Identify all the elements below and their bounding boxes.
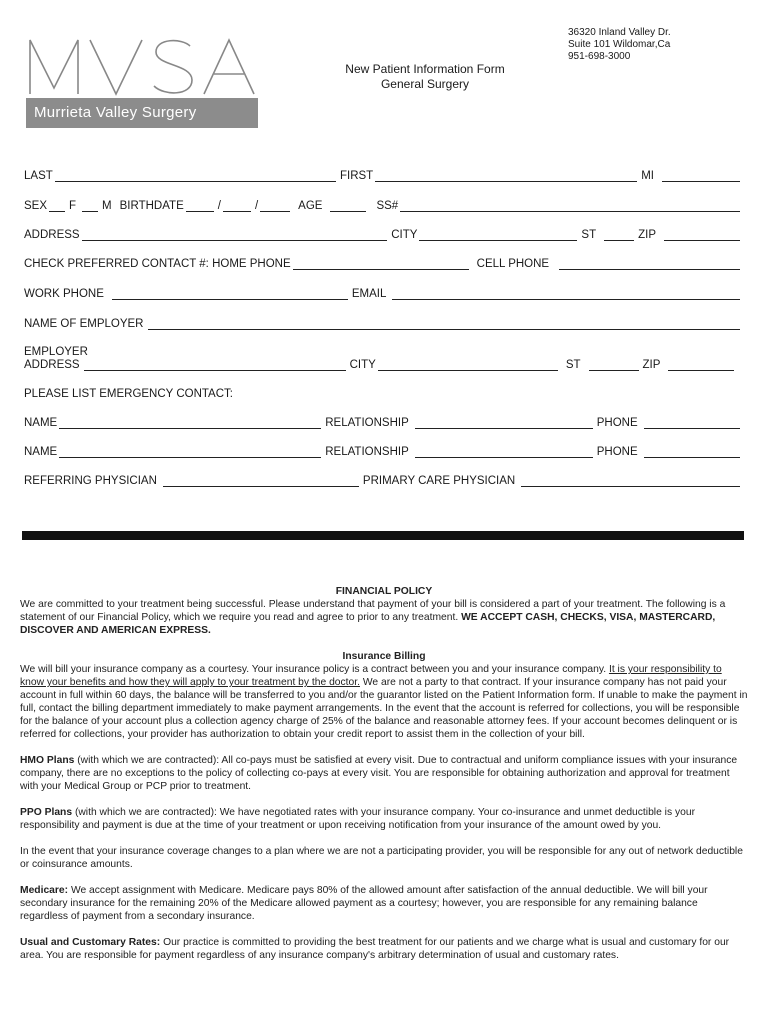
state-label: ST xyxy=(581,229,597,241)
usual-customary-rates xyxy=(20,936,748,962)
relationship-field-2[interactable] xyxy=(415,446,593,458)
physician-row xyxy=(24,473,744,489)
employer-state-field[interactable] xyxy=(589,359,639,371)
last-name-label: LAST xyxy=(24,170,53,182)
work-row xyxy=(24,286,744,302)
medicare-label: Medicare: xyxy=(20,885,69,896)
middle-initial-field[interactable] xyxy=(662,170,740,182)
form-title-line-2: General Surgery xyxy=(380,77,470,91)
employer-name-field[interactable] xyxy=(148,318,741,330)
usual-rates-label: Usual and Customary Rates: xyxy=(20,937,161,948)
section-divider xyxy=(22,531,744,540)
cell-phone-field[interactable] xyxy=(559,258,740,270)
insurance-billing-title: Insurance Billing xyxy=(342,651,426,662)
hmo-plans-label: HMO Plans xyxy=(20,755,75,766)
emergency-phone-field-2[interactable] xyxy=(644,446,740,458)
birth-year-field[interactable] xyxy=(260,200,290,212)
medicare xyxy=(20,884,748,923)
first-name-label: FIRST xyxy=(339,170,374,182)
first-name-field[interactable] xyxy=(375,170,637,182)
employer-name-row xyxy=(24,316,744,332)
age-field[interactable] xyxy=(330,200,366,212)
sex-male-field[interactable] xyxy=(82,200,98,212)
date-slash-1: / xyxy=(217,200,221,212)
billing-responsibility: It is your responsibility to know your benefits and how they will apply to your treatment by the doctor. xyxy=(20,664,722,688)
policy-intro xyxy=(20,598,748,637)
employer-state-label: ST xyxy=(565,359,581,371)
emergency-phone-label: PHONE xyxy=(596,417,638,429)
sex-f-label: F xyxy=(69,200,77,212)
employer-address-label: ADDRESS xyxy=(24,359,80,371)
demographics-row xyxy=(24,198,744,214)
ppo-plans-text: (with which we are contracted): We have negotiated rates with your insurance company. Your co-insurance and unmet deductible is your responsibility and payment is due at the time of your treatment or upon receiving notification from your insurance of the amount owed by you. xyxy=(20,807,695,831)
sex-m-label: M xyxy=(102,200,112,212)
employer-address-field[interactable] xyxy=(84,359,346,371)
sex-female-field[interactable] xyxy=(49,200,65,212)
emergency-contact-row-1 xyxy=(24,415,744,431)
employer-address-row xyxy=(24,357,744,373)
hmo-plans xyxy=(20,754,748,793)
emergency-name-label: NAME xyxy=(24,417,58,429)
coverage-change: In the event that your insurance coverage changes to a plan where we are not a participating provider, you will be responsible for any out of network deductible or coinsurance amounts. xyxy=(20,846,743,870)
work-phone-label: WORK PHONE xyxy=(24,288,104,300)
hmo-plans-text: (with which we are contracted): All co-pays must be satisfied at every visit. Due to contractual and uniform compliance issues with your insurance company, there are no exceptions to the policy of collecting co-pays at every visit. You are responsible for obtaining authorization and approval for treatment with your Medical Group or PCP prior to treatment. xyxy=(20,755,738,792)
emergency-phone-field-1[interactable] xyxy=(644,417,740,429)
relationship-label: RELATIONSHIP xyxy=(325,446,409,458)
email-field[interactable] xyxy=(392,288,740,300)
billing-text-b: We are not a party to that contract. If your insurance company has not paid your account in full within 60 days, the balance will be transferred to you and/or the guarantor listed on the Patient Information form. If unable to make the payment in full, contact the billing department immediately to make payment arrangements. In the event that the account is referred for collections, you will be responsible for the balance of your account plus a collection agency charge of 25% of the balance and reasonable attorney fees. If your account becomes delinquent or is referred for collections, your provider has authorization to obtain your credit report to assist them in the collection of your bill. xyxy=(20,677,748,740)
employer-name-label: NAME OF EMPLOYER xyxy=(24,318,144,330)
sex-label: SEX xyxy=(24,200,48,212)
form-title xyxy=(310,62,540,92)
address-row xyxy=(24,227,744,243)
relationship-field-1[interactable] xyxy=(415,417,593,429)
employer-label: EMPLOYER xyxy=(24,346,88,358)
primary-care-field[interactable] xyxy=(521,475,740,487)
practice-logo xyxy=(26,36,258,151)
contact-row xyxy=(24,256,744,272)
employer-zip-label: ZIP xyxy=(642,359,661,371)
address-line-1: 36320 Inland Valley Dr. xyxy=(568,27,671,38)
ppo-plans xyxy=(20,806,748,832)
emergency-name-field-2[interactable] xyxy=(59,446,321,458)
emergency-name-label: NAME xyxy=(24,446,58,458)
name-row xyxy=(24,168,744,184)
medicare-text: We accept assignment with Medicare. Medicare pays 80% of the allowed amount after satisfaction of the annual deductible. We will bill your secondary insurance for the remaining 20% of the Medicare allowed payment as a courtesy; however, you are responsible for any remaining balance regardless of payment from a secondary insurance. xyxy=(20,885,708,922)
home-phone-field[interactable] xyxy=(293,258,469,270)
ssn-label: SS# xyxy=(376,200,399,212)
address-line-2: Suite 101 Wildomar,Ca xyxy=(568,39,671,50)
form-title-line-1: New Patient Information Form xyxy=(345,62,505,76)
address-label: ADDRESS xyxy=(24,229,80,241)
policy-intro-text: We are committed to your treatment being successful. Please understand that payment of your bill is considered a part of your treatment. The following is a statement of our Financial Policy, which we require you read and agree to prior to any treatment. xyxy=(20,599,726,623)
zip-label: ZIP xyxy=(638,229,656,241)
state-field[interactable] xyxy=(604,229,634,241)
last-name-field[interactable] xyxy=(55,170,336,182)
city-label: CITY xyxy=(391,229,418,241)
cell-phone-label: CELL PHONE xyxy=(476,258,550,270)
emergency-contact-row-2 xyxy=(24,444,744,460)
emergency-phone-label: PHONE xyxy=(596,446,638,458)
financial-policy xyxy=(20,585,748,962)
practice-phone: 951-698-3000 xyxy=(568,51,631,62)
age-label: AGE xyxy=(298,200,323,212)
relationship-label: RELATIONSHIP xyxy=(325,417,409,429)
email-label: EMAIL xyxy=(351,288,387,300)
birth-month-field[interactable] xyxy=(186,200,214,212)
employer-zip-field[interactable] xyxy=(668,359,734,371)
zip-field[interactable] xyxy=(664,229,740,241)
address-field[interactable] xyxy=(82,229,388,241)
practice-address xyxy=(568,27,678,63)
work-phone-field[interactable] xyxy=(112,288,348,300)
ssn-field[interactable] xyxy=(400,200,740,212)
financial-policy-title: FINANCIAL POLICY xyxy=(335,586,433,597)
ppo-plans-label: PPO Plans xyxy=(20,807,73,818)
home-phone-label: CHECK PREFERRED CONTACT #: HOME PHONE xyxy=(24,258,291,270)
emergency-name-field-1[interactable] xyxy=(59,417,321,429)
billing-text-a: We will bill your insurance company as a courtesy. Your insurance policy is a contract between you and your insurance company. xyxy=(20,664,609,675)
emergency-contact-heading: PLEASE LIST EMERGENCY CONTACT: xyxy=(24,388,233,400)
accepted-payments: WE ACCEPT CASH, CHECKS, VISA, MASTERCARD, DISCOVER AND AMERICAN EXPRESS. xyxy=(20,612,716,636)
mvsa-logo-letters xyxy=(26,36,258,98)
employer-city-label: CITY xyxy=(349,359,376,371)
birth-day-field[interactable] xyxy=(223,200,251,212)
date-slash-2: / xyxy=(254,200,259,212)
referring-physician-label: REFERRING PHYSICIAN xyxy=(24,475,157,487)
primary-care-label: PRIMARY CARE PHYSICIAN xyxy=(362,475,516,487)
usual-rates-text: Our practice is committed to providing the best treatment for our patients and we charge what is usual and customary for our area. You are responsible for payment regardless of any insurance company's arbitrary determination of usual and customary rates. xyxy=(20,937,730,961)
city-field[interactable] xyxy=(419,229,577,241)
employer-city-field[interactable] xyxy=(378,359,558,371)
practice-name-banner: Murrieta Valley Surgery Associates xyxy=(26,98,258,128)
referring-physician-field[interactable] xyxy=(163,475,359,487)
middle-initial-label: MI xyxy=(641,170,654,182)
insurance-billing-text xyxy=(20,663,748,741)
birthdate-label: BIRTHDATE xyxy=(119,200,184,212)
